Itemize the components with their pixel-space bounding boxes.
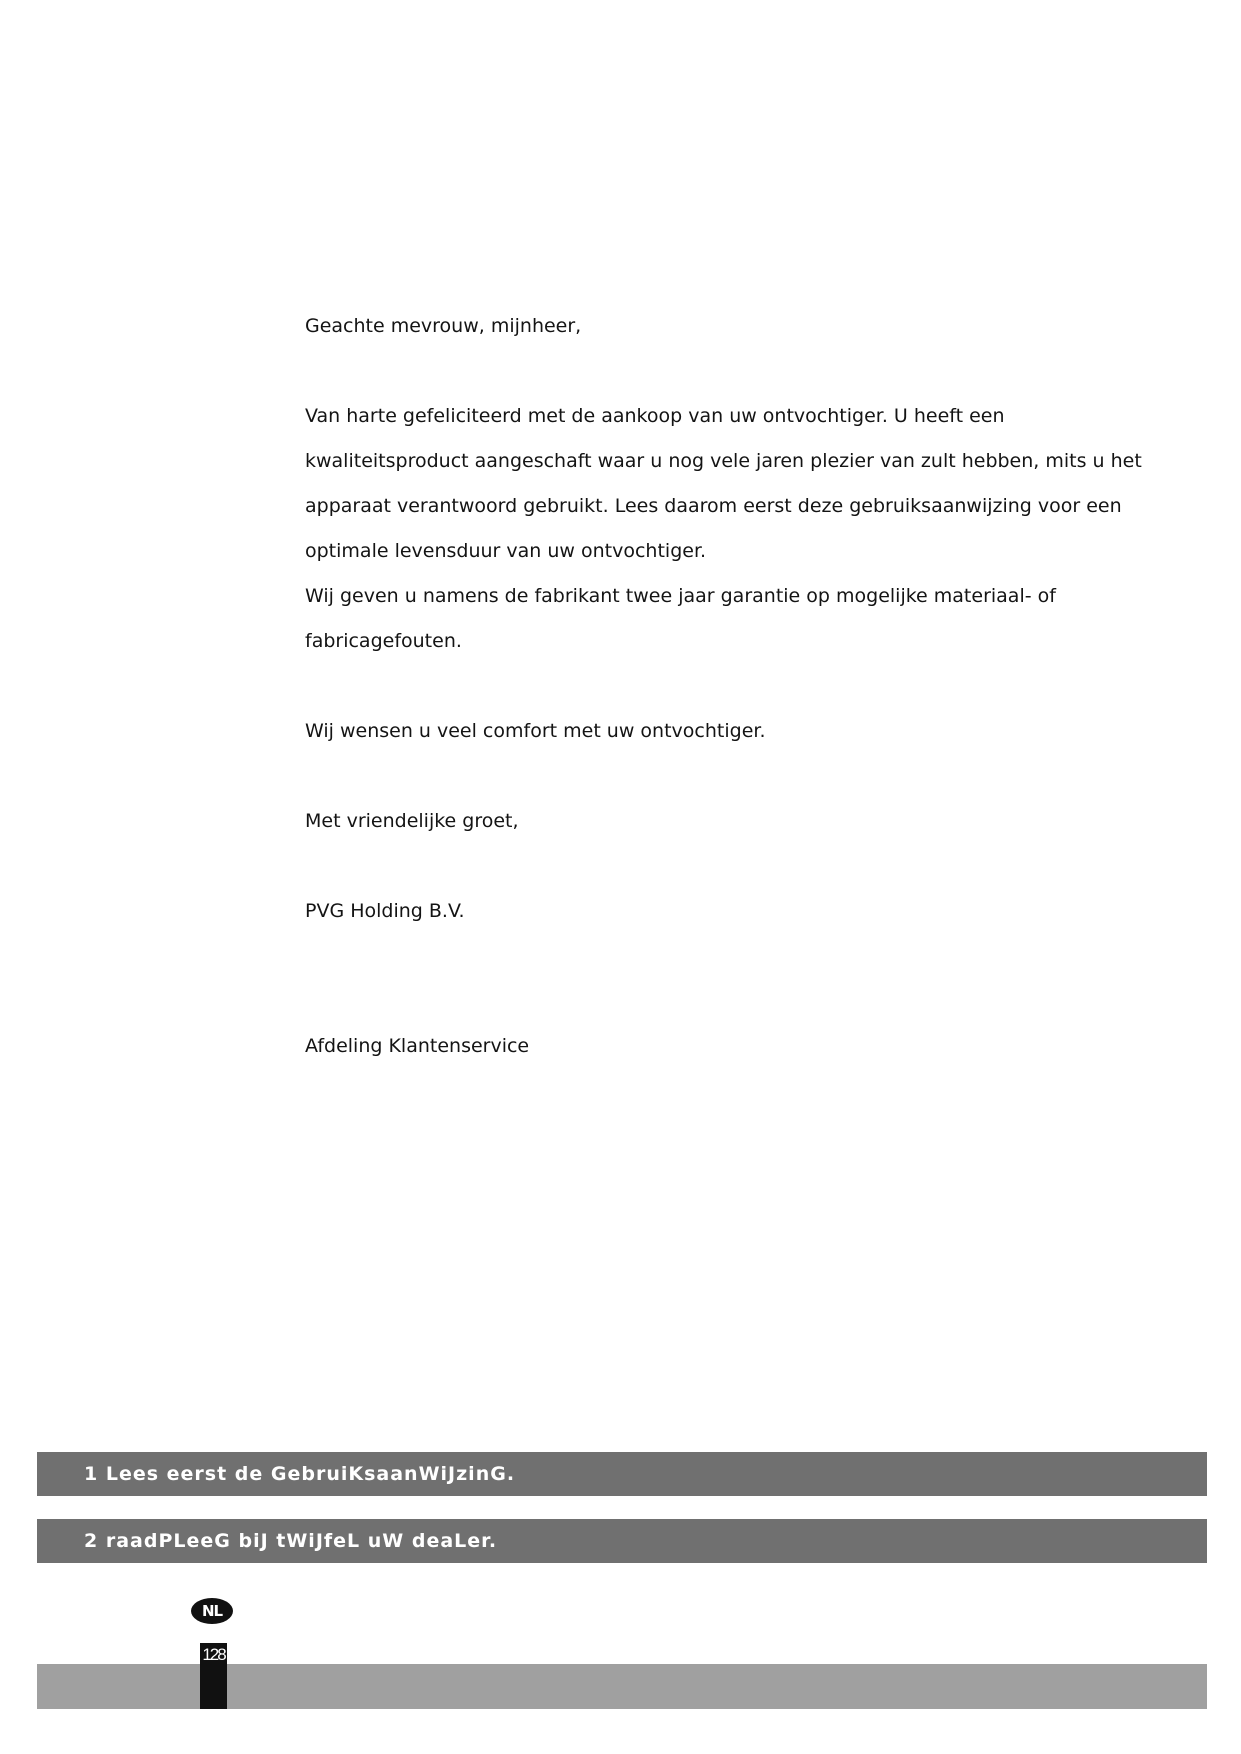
company-name: PVG Holding B.V. <box>305 900 465 922</box>
paragraph-line: Van harte gefeliciteerd met de aankoop van uw ontvochtiger. U heeft een <box>305 405 1005 427</box>
closing-line: Met vriendelijke groet, <box>305 810 519 832</box>
paragraph-line: kwaliteitsproduct aangeschaft waar u nog vele jaren plezier van zult hebben, mits u het <box>305 450 1142 472</box>
notice-bar-consult-dealer: 2 raadPLeeG biJ tWiJfeL uW deaLer. <box>37 1519 1207 1563</box>
language-badge: NL <box>191 1598 233 1624</box>
salutation: Geachte mevrouw, mijnheer, <box>305 315 582 337</box>
paragraph-line: optimale levensduur van uw ontvochtiger. <box>305 540 707 562</box>
notice-bar-read-manual: 1 Lees eerst de GebruiKsaanWiJzinG. <box>37 1452 1207 1496</box>
page-number: 128 <box>200 1643 227 1709</box>
paragraph-line: apparaat verantwoord gebruikt. Lees daarom eerst deze gebruiksaanwijzing voor een <box>305 495 1122 517</box>
wish-line: Wij wensen u veel comfort met uw ontvochtiger. <box>305 720 766 742</box>
paragraph-line: fabricagefouten. <box>305 630 462 652</box>
department-name: Afdeling Klantenservice <box>305 1035 530 1057</box>
paragraph-line: Wij geven u namens de fabrikant twee jaar garantie op mogelijke materiaal- of <box>305 585 1056 607</box>
